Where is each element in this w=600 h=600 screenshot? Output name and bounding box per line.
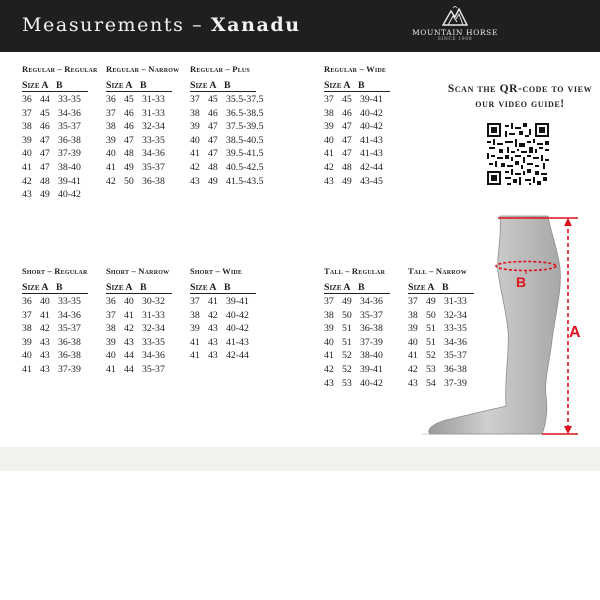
- table-row: [324, 120, 390, 134]
- cell-b: 38.5-40.5: [226, 134, 264, 146]
- table-row: [324, 363, 390, 377]
- cell-b: 42-44: [360, 161, 383, 173]
- cell-size: 41: [408, 350, 418, 362]
- cell-size: 40: [190, 134, 200, 146]
- cell-a: 52: [342, 363, 352, 375]
- cell-a: 45: [208, 94, 218, 105]
- cell-size: 39: [190, 323, 200, 335]
- column-header-size-a: Size A: [190, 80, 217, 91]
- cell-size: 38: [106, 121, 116, 133]
- cell-size: 41: [106, 161, 116, 173]
- cell-b: 43-45: [360, 175, 383, 187]
- table-row: [324, 175, 390, 189]
- table-row: [324, 322, 390, 336]
- cell-b: 37-39: [360, 336, 383, 348]
- cell-a: 51: [342, 336, 352, 348]
- leg-measurement-diagram: [418, 210, 593, 445]
- table-header: [324, 81, 390, 92]
- cell-b: 34-36: [142, 148, 165, 160]
- cell-size: 38: [190, 309, 200, 321]
- cell-b: 35.5-37.5: [226, 94, 264, 105]
- title-model: Xanadu: [210, 14, 301, 36]
- cell-a: 47: [208, 134, 218, 146]
- table-row: [106, 295, 172, 309]
- column-header-b: B: [358, 282, 365, 293]
- cell-b: 36-38: [142, 175, 165, 187]
- table-short-narrow: [106, 266, 172, 377]
- table-row: [190, 295, 256, 309]
- cell-size: 39: [408, 323, 418, 335]
- cell-b: 38-40: [58, 161, 81, 173]
- cell-a: 42: [208, 309, 218, 321]
- column-header-size-a: Size A: [106, 282, 133, 293]
- cell-a: 46: [342, 107, 352, 119]
- table-header: [324, 283, 390, 294]
- cell-b: 40-42: [226, 323, 249, 335]
- table-tall-regular: [324, 266, 390, 390]
- table-short-wide: [190, 266, 256, 363]
- cell-a: 46: [208, 107, 218, 119]
- cell-size: 41: [190, 350, 200, 362]
- cell-a: 47: [342, 148, 352, 160]
- table-row: [106, 309, 172, 323]
- footer-band: [0, 447, 600, 471]
- cell-a: 51: [426, 323, 436, 335]
- cell-b: 37.5-39.5: [226, 121, 264, 133]
- table-row: [106, 161, 179, 175]
- cell-size: 41: [22, 161, 32, 173]
- cell-a: 41: [40, 309, 50, 321]
- cell-a: 49: [208, 175, 218, 187]
- column-header-size-a: Size A: [324, 80, 351, 91]
- cell-b: 35-37: [142, 161, 165, 173]
- cell-b: 40-42: [226, 309, 249, 321]
- table-row: [190, 107, 264, 121]
- cell-a: 40: [124, 296, 134, 307]
- cell-a: 50: [124, 175, 134, 187]
- cell-a: 46: [124, 121, 134, 133]
- column-header-b: B: [224, 282, 231, 293]
- cell-size: 40: [408, 336, 418, 348]
- cell-size: 40: [106, 350, 116, 362]
- cell-size: 39: [324, 121, 334, 133]
- cell-b: 35-37: [142, 363, 165, 375]
- cell-size: 36: [106, 296, 116, 307]
- cell-a: 46: [40, 121, 50, 133]
- cell-b: 36-38: [58, 134, 81, 146]
- table-row: [106, 107, 179, 121]
- cell-a: 54: [426, 377, 436, 389]
- table-title: Regular – Wide: [324, 64, 387, 74]
- cell-size: 40: [22, 350, 32, 362]
- table-row: [190, 336, 256, 350]
- cell-b: 40.5-42.5: [226, 161, 264, 173]
- cell-a: 49: [342, 296, 352, 307]
- table-row: [190, 147, 264, 161]
- column-header-b: B: [56, 80, 63, 91]
- cell-a: 45: [342, 94, 352, 105]
- cell-a: 47: [40, 134, 50, 146]
- table-title: Regular – Plus: [190, 64, 250, 74]
- mountain-horse-icon: [442, 6, 468, 26]
- cell-b: 39-41: [58, 175, 81, 187]
- column-header-b: B: [140, 282, 147, 293]
- column-header-b: B: [442, 282, 449, 293]
- table-row: [324, 309, 390, 323]
- cell-b: 32-34: [444, 309, 467, 321]
- cell-b: 36-38: [444, 363, 467, 375]
- cell-size: 38: [408, 309, 418, 321]
- cell-b: 32-34: [142, 121, 165, 133]
- cell-a: 43: [208, 336, 218, 348]
- table-regular-regular: [22, 64, 98, 202]
- cell-b: 33-35: [444, 323, 467, 335]
- cell-a: 45: [40, 107, 50, 119]
- table-row: [324, 134, 390, 148]
- cell-b: 39-41: [360, 94, 383, 105]
- cell-size: 42: [408, 363, 418, 375]
- cell-size: 37: [22, 107, 32, 119]
- table-row: [106, 349, 172, 363]
- cell-a: 43: [208, 323, 218, 335]
- table-row: [324, 107, 390, 121]
- cell-a: 47: [124, 134, 134, 146]
- cell-a: 44: [124, 363, 134, 375]
- cell-size: 43: [324, 377, 334, 389]
- cell-a: 48: [342, 161, 352, 173]
- cell-size: 40: [22, 148, 32, 160]
- cell-a: 53: [426, 363, 436, 375]
- table-title: Tall – Narrow: [408, 266, 467, 276]
- table-row: [22, 349, 88, 363]
- cell-a: 50: [426, 309, 436, 321]
- table-regular-wide: [324, 64, 390, 188]
- table-header: [106, 283, 172, 294]
- cell-b: 39-41: [226, 296, 249, 307]
- cell-b: 34-36: [58, 309, 81, 321]
- cell-a: 43: [40, 336, 50, 348]
- table-row: [22, 120, 98, 134]
- cell-b: 30-32: [142, 296, 165, 307]
- table-row: [22, 161, 98, 175]
- cell-size: 37: [324, 94, 334, 105]
- cell-a: 49: [124, 161, 134, 173]
- cell-a: 43: [40, 363, 50, 375]
- table-row: [22, 147, 98, 161]
- table-title: Regular – Regular: [22, 64, 98, 74]
- brand-logo: [405, 6, 505, 48]
- column-header-size-a: Size A: [408, 282, 435, 293]
- cell-b: 31-33: [142, 107, 165, 119]
- column-header-size-a: Size A: [190, 282, 217, 293]
- cell-a: 44: [40, 94, 50, 105]
- cell-size: 38: [324, 309, 334, 321]
- cell-b: 34-36: [58, 107, 81, 119]
- cell-size: 41: [106, 363, 116, 375]
- table-row: [22, 107, 98, 121]
- cell-b: 39-41: [360, 363, 383, 375]
- column-header-size-a: Size A: [22, 80, 49, 91]
- cell-size: 40: [324, 134, 334, 146]
- table-row: [190, 93, 264, 107]
- cell-size: 42: [106, 175, 116, 187]
- page-title: [22, 14, 301, 36]
- table-row: [22, 309, 88, 323]
- cell-size: 39: [324, 323, 334, 335]
- cell-b: 41.5-43.5: [226, 175, 264, 187]
- table-regular-narrow: [106, 64, 179, 188]
- cell-b: 35-37: [360, 309, 383, 321]
- title-main: Measurements –: [22, 14, 204, 36]
- table-row: [324, 93, 390, 107]
- cell-b: 31-33: [142, 94, 165, 105]
- cell-b: 34-36: [142, 350, 165, 362]
- cell-size: 42: [324, 363, 334, 375]
- table-title: Short – Narrow: [106, 266, 170, 276]
- table-row: [190, 322, 256, 336]
- cell-size: 39: [106, 336, 116, 348]
- table-row: [190, 161, 264, 175]
- table-row: [324, 295, 390, 309]
- column-header-b: B: [224, 80, 231, 91]
- cell-size: 37: [22, 309, 32, 321]
- table-row: [106, 363, 172, 377]
- cell-a: 44: [124, 350, 134, 362]
- cell-a: 43: [208, 350, 218, 362]
- table-row: [22, 175, 98, 189]
- cell-size: 36: [22, 296, 32, 307]
- cell-size: 41: [190, 148, 200, 160]
- column-header-b: B: [140, 80, 147, 91]
- cell-size: 37: [106, 107, 116, 119]
- cell-size: 39: [22, 336, 32, 348]
- table-title: Short – Wide: [190, 266, 243, 276]
- table-row: [22, 336, 88, 350]
- cell-a: 49: [40, 189, 50, 201]
- cell-size: 37: [190, 94, 200, 105]
- qr-code-icon[interactable]: [487, 123, 549, 185]
- cell-a: 47: [40, 148, 50, 160]
- table-row: [106, 336, 172, 350]
- table-title: Tall – Regular: [324, 266, 386, 276]
- table-row: [106, 134, 179, 148]
- cell-b: 40-42: [360, 107, 383, 119]
- cell-a: 51: [342, 323, 352, 335]
- cell-b: 33-35: [142, 134, 165, 146]
- cell-size: 42: [190, 161, 200, 173]
- leg-shape: [429, 216, 561, 434]
- cell-size: 39: [22, 134, 32, 146]
- cell-a: 47: [208, 121, 218, 133]
- cell-b: 36.5-38.5: [226, 107, 264, 119]
- table-header: [106, 81, 172, 92]
- table-row: [190, 120, 264, 134]
- cell-size: 36: [22, 94, 32, 105]
- cell-b: 32-34: [142, 323, 165, 335]
- cell-size: 39: [106, 134, 116, 146]
- label-b: B: [516, 274, 527, 290]
- table-row: [22, 363, 88, 377]
- a-arrow-top: [564, 218, 572, 226]
- table-row: [324, 336, 390, 350]
- table-row: [22, 134, 98, 148]
- cell-a: 42: [124, 323, 134, 335]
- cell-b: 33-35: [58, 296, 81, 307]
- label-a: A: [569, 324, 581, 341]
- cell-a: 45: [124, 94, 134, 105]
- cell-size: 41: [324, 350, 334, 362]
- table-row: [190, 134, 264, 148]
- cell-b: 34-36: [360, 296, 383, 307]
- cell-b: 34-36: [444, 336, 467, 348]
- table-row: [324, 161, 390, 175]
- table-row: [106, 147, 179, 161]
- cell-size: 41: [324, 148, 334, 160]
- cell-size: 41: [22, 363, 32, 375]
- cell-b: 35-37: [58, 323, 81, 335]
- cell-a: 52: [426, 350, 436, 362]
- table-row: [22, 322, 88, 336]
- table-row: [106, 175, 179, 189]
- cell-size: 37: [106, 309, 116, 321]
- cell-a: 49: [426, 296, 436, 307]
- cell-b: 36-38: [58, 350, 81, 362]
- cell-b: 40-42: [360, 377, 383, 389]
- cell-size: 38: [106, 323, 116, 335]
- cell-size: 41: [190, 336, 200, 348]
- column-header-b: B: [358, 80, 365, 91]
- cell-size: 42: [22, 175, 32, 187]
- cell-a: 46: [124, 107, 134, 119]
- cell-size: 38: [190, 107, 200, 119]
- table-row: [190, 349, 256, 363]
- cell-size: 43: [324, 175, 334, 187]
- column-header-size-a: Size A: [106, 80, 133, 91]
- cell-size: 37: [190, 296, 200, 307]
- table-row: [22, 295, 88, 309]
- cell-a: 48: [208, 161, 218, 173]
- cell-a: 43: [124, 336, 134, 348]
- cell-size: 38: [324, 107, 334, 119]
- cell-a: 51: [426, 336, 436, 348]
- cell-size: 37: [408, 296, 418, 307]
- table-title: Short – Regular: [22, 266, 88, 276]
- cell-a: 52: [342, 350, 352, 362]
- table-header: [22, 283, 88, 294]
- table-row: [22, 93, 98, 107]
- cell-a: 48: [124, 148, 134, 160]
- cell-b: 37-39: [444, 377, 467, 389]
- table-header: [22, 81, 88, 92]
- cell-b: 37-39: [58, 148, 81, 160]
- cell-b: 38-40: [360, 350, 383, 362]
- cell-b: 40-42: [360, 121, 383, 133]
- cell-size: 43: [22, 189, 32, 201]
- cell-b: 31-33: [142, 309, 165, 321]
- cell-b: 35-37: [444, 350, 467, 362]
- cell-b: 31-33: [444, 296, 467, 307]
- cell-a: 41: [208, 296, 218, 307]
- table-regular-plus: [190, 64, 264, 188]
- cell-a: 47: [342, 134, 352, 146]
- cell-a: 47: [208, 148, 218, 160]
- cell-b: 36-38: [58, 336, 81, 348]
- cell-a: 50: [342, 309, 352, 321]
- table-row: [106, 93, 179, 107]
- table-title: Regular – Narrow: [106, 64, 180, 74]
- cell-a: 49: [342, 175, 352, 187]
- table-row: [324, 349, 390, 363]
- cell-size: 38: [22, 121, 32, 133]
- column-header-b: B: [56, 282, 63, 293]
- cell-size: 37: [324, 296, 334, 307]
- brand-name: MOUNTAIN HORSE: [412, 28, 498, 37]
- cell-b: 36-38: [360, 323, 383, 335]
- cell-b: 41-43: [360, 134, 383, 146]
- table-row: [324, 377, 390, 391]
- table-row: [190, 175, 264, 189]
- cell-size: 40: [324, 336, 334, 348]
- table-header: [190, 81, 256, 92]
- table-short-regular: [22, 266, 88, 377]
- cell-a: 48: [40, 175, 50, 187]
- cell-size: 43: [408, 377, 418, 389]
- cell-b: 40-42: [58, 189, 81, 201]
- cell-b: 41-43: [360, 148, 383, 160]
- brand-since: SINCE 1988: [437, 37, 473, 42]
- cell-b: 33-35: [58, 94, 81, 105]
- cell-size: 40: [106, 148, 116, 160]
- table-row: [106, 322, 172, 336]
- table-row: [190, 309, 256, 323]
- cell-size: 38: [22, 323, 32, 335]
- cell-b: 39.5-41.5: [226, 148, 264, 160]
- table-row: [324, 147, 390, 161]
- cell-b: 33-35: [142, 336, 165, 348]
- cell-size: 42: [324, 161, 334, 173]
- cell-a: 53: [342, 377, 352, 389]
- table-header: [190, 283, 256, 294]
- column-header-size-a: Size A: [324, 282, 351, 293]
- a-arrow-bottom: [564, 426, 572, 434]
- table-row: [22, 188, 98, 202]
- table-row: [106, 120, 179, 134]
- cell-size: 39: [190, 121, 200, 133]
- cell-b: 41-43: [226, 336, 249, 348]
- cell-b: 42-44: [226, 350, 249, 362]
- cell-a: 40: [40, 296, 50, 307]
- cell-a: 47: [342, 121, 352, 133]
- cell-size: 43: [190, 175, 200, 187]
- cell-a: 43: [40, 350, 50, 362]
- cell-a: 42: [40, 323, 50, 335]
- cell-a: 41: [124, 309, 134, 321]
- cell-b: 35-37: [58, 121, 81, 133]
- cell-size: 36: [106, 94, 116, 105]
- column-header-size-a: Size A: [22, 282, 49, 293]
- header-bar: [0, 0, 600, 52]
- scan-qr-text: Scan the QR-code to view our video guide!: [447, 83, 593, 110]
- cell-b: 37-39: [58, 363, 81, 375]
- cell-a: 47: [40, 161, 50, 173]
